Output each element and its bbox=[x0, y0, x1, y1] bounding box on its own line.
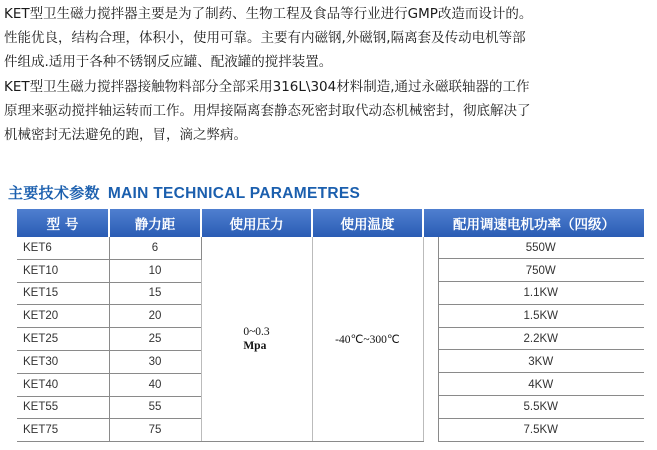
cell-model: KET40 bbox=[17, 373, 109, 396]
cell-model: KET6 bbox=[17, 237, 109, 259]
cell-torque: 6 bbox=[109, 237, 201, 259]
motor-power-value: 2.2KW bbox=[523, 333, 558, 346]
cell-torque: 75 bbox=[109, 419, 201, 442]
cell-torque: 15 bbox=[109, 282, 201, 305]
cell-temperature bbox=[312, 237, 423, 442]
intro-line: 性能优良，结构合理，体积小，使用可靠。主要有内磁钢,外磁钢,隔离套及传动电机等部 bbox=[4, 30, 526, 47]
temperature-value: -40℃~300℃ bbox=[335, 334, 400, 347]
table-body bbox=[17, 237, 644, 442]
cell-motor-power bbox=[423, 259, 644, 282]
cell-divider bbox=[438, 328, 439, 351]
cell-motor-power bbox=[423, 237, 644, 259]
cell-divider bbox=[438, 396, 439, 419]
cell-model: KET30 bbox=[17, 350, 109, 373]
section-title-cn: 主要技术参数 bbox=[8, 184, 100, 202]
cell-model: KET20 bbox=[17, 305, 109, 328]
intro-line: 原理来驱动搅拌轴运转而工作。用焊接隔离套静态死密封取代动态机械密封，彻底解决了 bbox=[4, 102, 531, 119]
cell-motor-power bbox=[423, 396, 644, 419]
motor-power-value: 3KW bbox=[528, 355, 554, 368]
cell-model: KET10 bbox=[17, 259, 109, 282]
cell-motor-power bbox=[423, 305, 644, 328]
pressure-value bbox=[243, 325, 269, 353]
motor-power-value: 7.5KW bbox=[523, 424, 558, 437]
cell-torque: 10 bbox=[109, 259, 201, 282]
cell-torque: 25 bbox=[109, 328, 201, 351]
cell-pressure bbox=[201, 237, 312, 442]
table-row bbox=[17, 237, 644, 259]
motor-power-value: 1.1KW bbox=[523, 287, 558, 300]
header-temperature: 使用温度 bbox=[312, 209, 423, 237]
motor-power-value: 550W bbox=[525, 242, 556, 255]
section-title-en: MAIN TECHNICAL PARAMETRES bbox=[107, 185, 361, 202]
cell-motor-power bbox=[423, 328, 644, 351]
pressure-unit: Mpa bbox=[243, 340, 267, 353]
cell-divider bbox=[438, 419, 439, 442]
motor-power-value: 5.5KW bbox=[523, 401, 558, 414]
motor-power-value: 750W bbox=[525, 264, 556, 277]
section-title bbox=[8, 182, 360, 203]
cell-model: KET25 bbox=[17, 328, 109, 351]
header-model: 型 号 bbox=[17, 209, 109, 237]
header-torque: 静力距 bbox=[109, 209, 201, 237]
cell-divider bbox=[438, 373, 439, 396]
pressure-range: 0~0.3 bbox=[243, 326, 270, 339]
cell-divider bbox=[438, 305, 439, 328]
row-divider bbox=[438, 441, 645, 442]
cell-divider bbox=[438, 237, 439, 259]
cell-divider bbox=[438, 282, 439, 305]
intro-line: KET型卫生磁力搅拌器接触物料部分全部采用316L\304材料制造,通过永磁联轴器的工作 bbox=[4, 78, 530, 95]
parameters-table bbox=[17, 209, 644, 442]
cell-torque: 30 bbox=[109, 350, 201, 373]
cell-divider bbox=[438, 259, 439, 282]
cell-torque: 55 bbox=[109, 396, 201, 419]
cell-torque: 40 bbox=[109, 373, 201, 396]
motor-power-value: 4KW bbox=[528, 378, 554, 391]
cell-model: KET75 bbox=[17, 419, 109, 442]
intro-line: 件组成.适用于各种不锈钢反应罐、配液罐的搅拌装置。 bbox=[4, 54, 333, 71]
intro-line: 机械密封无法避免的跑，冒，滴之弊病。 bbox=[4, 127, 247, 144]
motor-power-value: 1.5KW bbox=[523, 310, 558, 323]
header-motor-power: 配用调速电机功率（四级） bbox=[423, 209, 644, 237]
cell-model: KET15 bbox=[17, 282, 109, 305]
cell-motor-power bbox=[423, 350, 644, 373]
intro-line: KET型卫生磁力搅拌器主要是为了制药、生物工程及食品等行业进行GMP改造而设计的。 bbox=[4, 6, 533, 22]
cell-motor-power bbox=[423, 373, 644, 396]
cell-motor-power bbox=[423, 419, 644, 442]
cell-torque: 20 bbox=[109, 305, 201, 328]
intro-text bbox=[4, 2, 654, 147]
cell-motor-power bbox=[423, 282, 644, 305]
header-pressure: 使用压力 bbox=[201, 209, 312, 237]
cell-divider bbox=[438, 350, 439, 373]
table-header-row bbox=[17, 209, 644, 237]
cell-model: KET55 bbox=[17, 396, 109, 419]
